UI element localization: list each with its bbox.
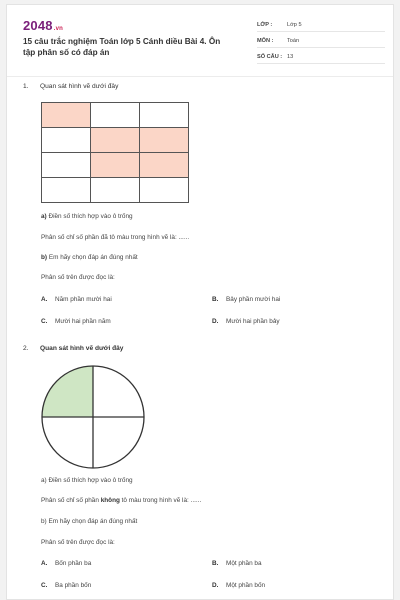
grid-row (42, 153, 189, 178)
part-label: a) (41, 213, 47, 220)
grid-row (42, 178, 189, 203)
q2-fraction-circle (40, 364, 146, 470)
fill-text-before: Phân số chỉ số phần (41, 497, 101, 504)
logo-text: 2048 (23, 18, 53, 33)
option-text: Một phần bốn (226, 582, 266, 589)
option-text: Bốn phần ba (55, 560, 92, 567)
part-text: Em hãy chọn đáp án đúng nhất (48, 254, 138, 261)
grid-cell (91, 103, 140, 128)
worksheet-page (6, 4, 394, 600)
fill-text-bold: không (100, 497, 120, 504)
grid-cell-shaded (91, 128, 140, 153)
meta-key: MÔN : (257, 38, 274, 44)
option-letter: B. (212, 296, 219, 303)
grid-cell-shaded (140, 153, 189, 178)
q1-option-a[interactable] (41, 296, 112, 303)
q2-part-b: b) Em hãy chọn đáp án đúng nhất (41, 518, 138, 525)
option-letter: B. (212, 560, 219, 567)
meta-key: SỐ CÂU : (257, 54, 283, 60)
grid-cell-shaded (42, 103, 91, 128)
part-text: Điền số thích hợp vào ô trống (48, 213, 133, 220)
logo-suffix: .vn (53, 26, 64, 32)
part-label: b) (41, 254, 48, 261)
q2-option-b[interactable] (212, 560, 262, 567)
q2-read-line: Phân số trên được đọc là: (41, 539, 115, 546)
q2-part-a: a) Điền số thích hợp vào ô trống (41, 477, 133, 484)
meta-row-subject (257, 34, 385, 48)
q1-option-d[interactable] (212, 318, 280, 325)
grid-row (42, 103, 189, 128)
grid-row (42, 128, 189, 153)
option-letter: D. (212, 318, 219, 325)
grid-cell (140, 103, 189, 128)
option-letter: D. (212, 582, 219, 589)
meta-value: Lớp 5 (287, 22, 302, 28)
option-text: Ba phần bốn (55, 582, 92, 589)
q1-read-line: Phân số trên được đọc là: (41, 274, 115, 281)
grid-cell (140, 178, 189, 203)
question-prompt: Quan sát hình vẽ dưới đây (40, 345, 124, 352)
q2-option-d[interactable] (212, 582, 265, 589)
site-logo[interactable] (23, 18, 63, 33)
q1-fill-line: Phân số chỉ số phần đã tô màu trong hình vẽ là: ...... (41, 234, 190, 241)
meta-row-grade (257, 18, 385, 32)
fill-text-after: tô màu trong hình vẽ là: ...... (119, 497, 202, 504)
option-text: Năm phần mười hai (55, 296, 112, 303)
q1-option-c[interactable] (41, 318, 111, 325)
grid-cell (42, 178, 91, 203)
document-title: 15 câu trắc nghiệm Toán lớp 5 Cánh diều Bài 4. Ôn tập phân số có đáp án (23, 37, 221, 57)
q2-option-c[interactable] (41, 582, 91, 589)
circle-shaded-quarter (42, 366, 93, 417)
grid-cell-shaded (91, 153, 140, 178)
q1-fraction-grid (41, 102, 189, 203)
option-letter: A. (41, 296, 48, 303)
meta-row-question-count (257, 50, 385, 64)
document-header (7, 5, 393, 77)
question-prompt: Quan sát hình vẽ dưới đây (40, 83, 119, 90)
grid-cell (91, 178, 140, 203)
q2-fill-line (41, 497, 201, 504)
option-text: Mười hai phần năm (55, 318, 111, 325)
option-text: Một phần ba (226, 560, 262, 567)
grid-cell-shaded (140, 128, 189, 153)
q1-option-b[interactable] (212, 296, 280, 303)
option-letter: A. (41, 560, 48, 567)
grid-cell (42, 153, 91, 178)
grid-cell (42, 128, 91, 153)
option-text: Mười hai phần bảy (226, 318, 280, 325)
option-letter: C. (41, 318, 48, 325)
meta-value: 13 (287, 54, 294, 60)
q1-part-b (41, 254, 138, 261)
option-letter: C. (41, 582, 48, 589)
question-number: 1. (23, 83, 29, 90)
meta-key: LỚP : (257, 22, 273, 28)
question-number: 2. (23, 345, 29, 352)
meta-value: Toán (287, 38, 300, 44)
meta-info (257, 18, 385, 66)
q2-option-a[interactable] (41, 560, 91, 567)
option-text: Bảy phần mười hai (226, 296, 281, 303)
q1-part-a (41, 213, 133, 220)
